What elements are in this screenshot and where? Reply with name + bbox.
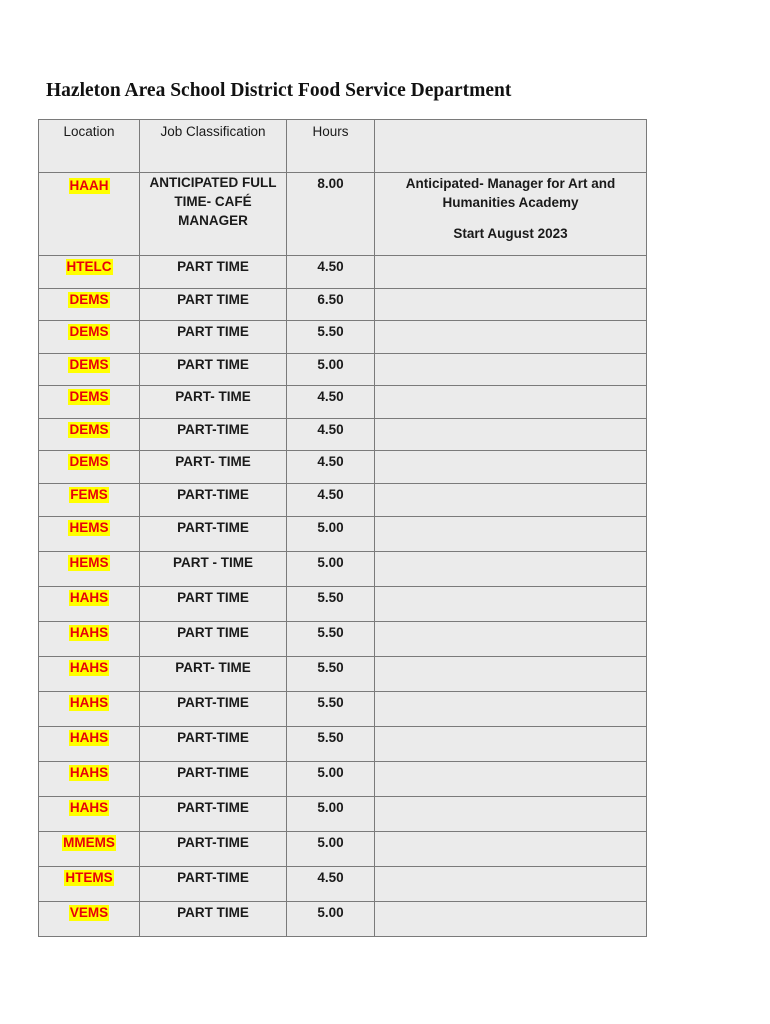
notes-cell	[375, 902, 647, 937]
location-code: DEMS	[69, 324, 109, 339]
table-row	[39, 517, 647, 552]
job-classification-cell: PART TIME	[140, 587, 287, 622]
notes-cell	[375, 552, 647, 587]
hours-cell: 5.00	[287, 517, 375, 552]
notes-cell	[375, 832, 647, 867]
table-row	[39, 902, 647, 937]
location-code: HAHS	[69, 695, 109, 710]
table-row	[39, 762, 647, 797]
job-classification-cell: PART TIME	[140, 321, 287, 354]
location-code: MMEMS	[63, 835, 115, 850]
location-code: HAHS	[69, 590, 109, 605]
job-classification-cell: PART-TIME	[140, 484, 287, 517]
location-code: HAAH	[69, 178, 109, 193]
notes-cell	[375, 762, 647, 797]
notes-cell	[375, 386, 647, 419]
location-cell	[39, 289, 140, 321]
hours-cell: 4.50	[287, 867, 375, 902]
location-cell	[39, 622, 140, 657]
hours-cell: 5.50	[287, 622, 375, 657]
job-classification-cell: PART-TIME	[140, 762, 287, 797]
hours-cell: 5.00	[287, 797, 375, 832]
notes-cell	[375, 173, 647, 256]
food-service-table	[38, 119, 647, 937]
table-row	[39, 354, 647, 386]
location-code: HAHS	[69, 625, 109, 640]
location-cell	[39, 832, 140, 867]
location-code: HAHS	[69, 660, 109, 675]
notes-cell	[375, 622, 647, 657]
notes-cell	[375, 867, 647, 902]
notes-cell	[375, 321, 647, 354]
table-row	[39, 289, 647, 321]
location-cell	[39, 727, 140, 762]
notes-cell	[375, 797, 647, 832]
job-classification-cell: PART-TIME	[140, 692, 287, 727]
location-cell	[39, 867, 140, 902]
location-cell	[39, 419, 140, 451]
note-line: Humanities Academy	[442, 195, 579, 210]
hours-cell: 5.50	[287, 657, 375, 692]
hours-cell: 5.00	[287, 762, 375, 797]
hours-cell: 5.50	[287, 321, 375, 354]
location-code: HEMS	[69, 520, 109, 535]
hours-cell: 5.50	[287, 692, 375, 727]
table-row	[39, 256, 647, 289]
job-classification-cell	[140, 173, 287, 256]
note-line: Start August 2023	[453, 226, 568, 241]
job-line: TIME- CAFÉ	[174, 194, 252, 209]
location-cell	[39, 173, 140, 256]
header-notes	[375, 120, 647, 173]
table-row	[39, 419, 647, 451]
job-classification-cell: PART-TIME	[140, 419, 287, 451]
hours-cell: 5.50	[287, 727, 375, 762]
location-cell	[39, 552, 140, 587]
location-code: VEMS	[69, 905, 109, 920]
notes-cell	[375, 727, 647, 762]
location-code: DEMS	[69, 422, 109, 437]
table-row	[39, 451, 647, 484]
notes-cell	[375, 256, 647, 289]
job-classification-cell: PART-TIME	[140, 517, 287, 552]
hours-cell: 5.50	[287, 587, 375, 622]
hours-cell: 4.50	[287, 419, 375, 451]
job-classification-cell: PART TIME	[140, 622, 287, 657]
location-cell	[39, 902, 140, 937]
location-cell	[39, 587, 140, 622]
table-row	[39, 867, 647, 902]
location-code: DEMS	[69, 454, 109, 469]
location-code: FEMS	[70, 487, 108, 502]
job-classification-cell: PART TIME	[140, 256, 287, 289]
location-code: HTEMS	[65, 870, 113, 885]
job-classification-cell: PART TIME	[140, 902, 287, 937]
header-job-classification: Job Classification	[140, 120, 287, 173]
header-hours: Hours	[287, 120, 375, 173]
notes-cell	[375, 451, 647, 484]
location-cell	[39, 657, 140, 692]
location-cell	[39, 256, 140, 289]
location-cell	[39, 321, 140, 354]
location-code: HEMS	[69, 555, 109, 570]
location-cell	[39, 517, 140, 552]
table-row	[39, 587, 647, 622]
table-row	[39, 622, 647, 657]
table-row	[39, 173, 647, 256]
hours-cell: 5.00	[287, 902, 375, 937]
location-code: DEMS	[69, 292, 109, 307]
location-code: HAHS	[69, 800, 109, 815]
location-cell	[39, 354, 140, 386]
notes-cell	[375, 587, 647, 622]
location-code: HAHS	[69, 765, 109, 780]
job-classification-cell: PART TIME	[140, 289, 287, 321]
notes-cell	[375, 354, 647, 386]
page-title: Hazleton Area School District Food Service Department	[46, 80, 512, 101]
notes-cell	[375, 517, 647, 552]
notes-cell	[375, 289, 647, 321]
job-line: MANAGER	[178, 213, 248, 228]
location-cell	[39, 692, 140, 727]
job-classification-cell: PART-TIME	[140, 832, 287, 867]
job-classification-cell: PART - TIME	[140, 552, 287, 587]
table-row	[39, 692, 647, 727]
hours-cell: 4.50	[287, 386, 375, 419]
table-row	[39, 552, 647, 587]
job-classification-cell: PART-TIME	[140, 867, 287, 902]
job-classification-cell: PART-TIME	[140, 727, 287, 762]
job-classification-cell: PART- TIME	[140, 386, 287, 419]
hours-cell: 5.00	[287, 832, 375, 867]
job-classification-cell: PART TIME	[140, 354, 287, 386]
location-code: HAHS	[69, 730, 109, 745]
hours-cell: 5.00	[287, 354, 375, 386]
header-location: Location	[39, 120, 140, 173]
hours-cell: 5.00	[287, 552, 375, 587]
note-line: Anticipated- Manager for Art and	[405, 176, 616, 191]
table-row	[39, 484, 647, 517]
notes-cell	[375, 419, 647, 451]
location-cell	[39, 797, 140, 832]
job-line: ANTICIPATED FULL	[149, 175, 277, 190]
hours-cell: 4.50	[287, 256, 375, 289]
table-row	[39, 321, 647, 354]
hours-cell: 6.50	[287, 289, 375, 321]
location-code: DEMS	[69, 389, 109, 404]
location-cell	[39, 451, 140, 484]
notes-cell	[375, 692, 647, 727]
location-cell	[39, 484, 140, 517]
table-row	[39, 797, 647, 832]
job-classification-cell: PART-TIME	[140, 797, 287, 832]
job-classification-cell: PART- TIME	[140, 451, 287, 484]
table-header-row	[39, 120, 647, 173]
table-row	[39, 657, 647, 692]
location-cell	[39, 386, 140, 419]
location-code: DEMS	[69, 357, 109, 372]
notes-cell	[375, 657, 647, 692]
hours-cell: 4.50	[287, 484, 375, 517]
table-row	[39, 832, 647, 867]
table-row	[39, 727, 647, 762]
hours-cell: 8.00	[287, 173, 375, 256]
location-cell	[39, 762, 140, 797]
table-row	[39, 386, 647, 419]
job-classification-cell: PART- TIME	[140, 657, 287, 692]
location-code: HTELC	[66, 259, 112, 274]
hours-cell: 4.50	[287, 451, 375, 484]
notes-cell	[375, 484, 647, 517]
